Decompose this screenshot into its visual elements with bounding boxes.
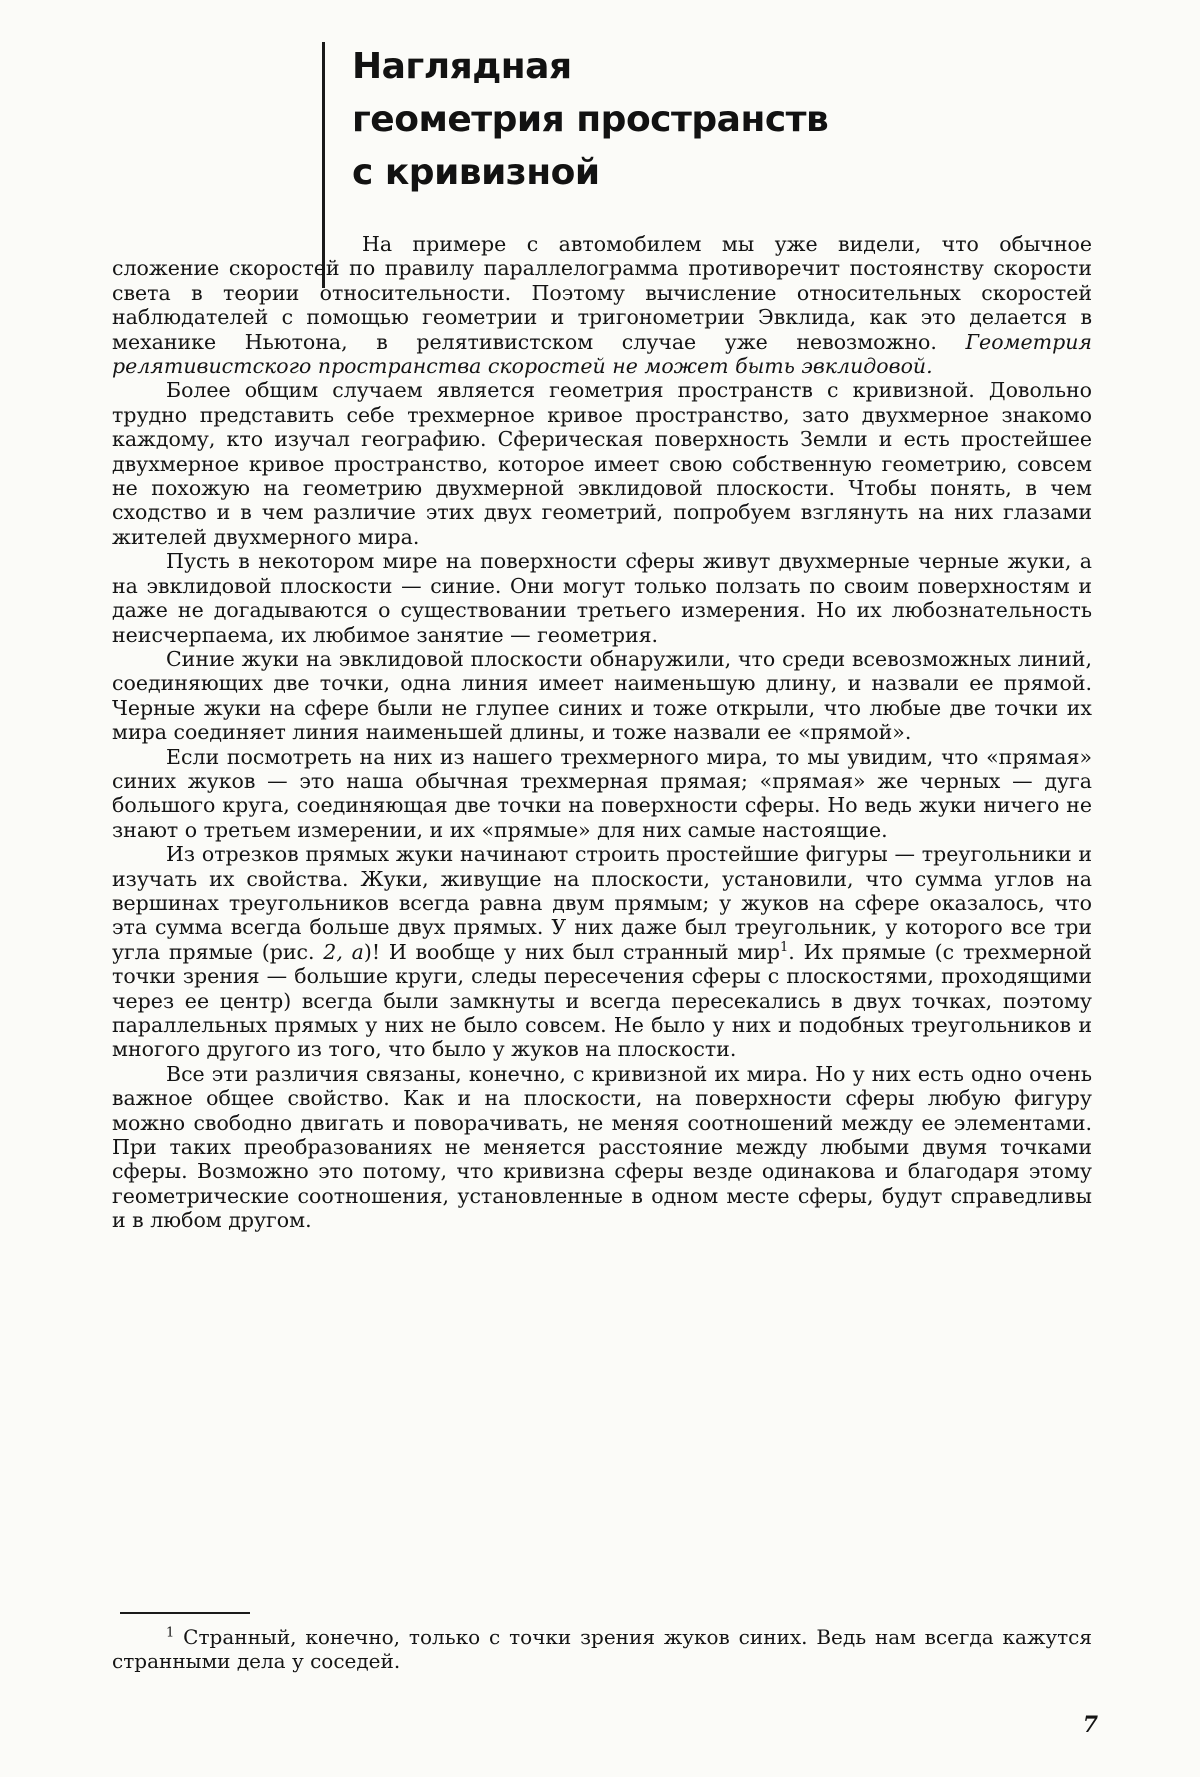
paragraph-6-text-after: . Их прямые (с трехмерной точки зрения — большие круги, следы пересечения сферы с плоскостями, проходящими через ее центр) всегда были замкнуты и всегда пересекались в двух точках, поэтому параллельных прямых у них не было совсем. Не было у них и подобных треугольников и многого другого из того, что было у жуков на плоскости. (112, 939, 1092, 1062)
footnote-text: Странный, конечно, только с точки зрения жуков синих. Ведь нам всегда кажутся странными дела у соседей. (112, 1625, 1093, 1673)
chapter-title (352, 40, 828, 199)
paragraph-1-emphasis: Геометрия релятивистского пространства скоростей не может быть эвклидовой. (112, 329, 1092, 379)
page-number: 7 (1082, 1712, 1098, 1738)
paragraph-1-text: На примере с автомобилем мы уже видели, что обычное сложение скоростей по правилу параллелограмма противоречит постоянству скорости света в теории относительности. Поэтому вычисление относительных скоростей наблюдателей с помощью геометрии и тригонометрии Эвклида, как это делается в механике Ньютона, в релятивистском случае уже невозможно. (112, 232, 1092, 354)
paragraph-1 (112, 232, 1092, 378)
chapter-title-line-2: геометрия пространств (352, 99, 829, 140)
paragraph-6-text-before: Из отрезков прямых жуки начинают строить простейшие фигуры — треугольники и изучать их свойства. Жуки, живущие на плоскости, установили, что сумма углов на вершинах треугольников всегда равна двум прямым; у жуков на сфере оказалось, что эта сумма всегда больше двух прямых. У них даже был треугольник, у которого все три угла прямые (рис. (112, 842, 1092, 964)
paragraph-6 (112, 842, 1092, 1062)
paragraph-3: Пусть в некотором мире на поверхности сферы живут двухмерные черные жуки, а на эвклидовой плоскости — синие. Они могут только ползать по своим поверхностям и даже не догадываются о существовании третьего измерения. Но их любознательность неисчерпаема, их любимое занятие — геометрия. (112, 549, 1092, 647)
chapter-title-line-1: Наглядная (352, 46, 572, 87)
footnote-mark: 1 (166, 1625, 175, 1641)
chapter-title-line-3: с кривизной (352, 152, 600, 193)
paragraph-5: Если посмотреть на них из нашего трехмерного мира, то мы увидим, что «прямая» синих жуков — это наша обычная трехмерная прямая; «прямая» же черных — дуга большого круга, соединяющая две точки на поверхности сферы. Но ведь жуки ничего не знают о третьем измерении, и их «прямые» для них самые настоящие. (112, 744, 1092, 842)
paragraph-4: Синие жуки на эвклидовой плоскости обнаружили, что среди всевозможных линий, соединяющих две точки, одна линия имеет наименьшую длину, и назвали ее прямой. Черные жуки на сфере были не глупее синих и тоже открыли, что любые две точки их мира соединяет линия наименьшей длины, и тоже назвали ее «прямой». (112, 646, 1092, 745)
footnote (112, 1625, 1092, 1673)
figure-reference: 2, а (323, 939, 364, 964)
body-text (112, 232, 1092, 1233)
footnote-separator (120, 1612, 250, 1614)
paragraph-2: Более общим случаем является геометрия пространств с кривизной. Довольно трудно представить себе трехмерное кривое пространство, зато двухмерное знакомо каждому, кто изучал географию. Сферическая поверхность Земли и есть простейшее двухмерное кривое пространство, которое имеет свою собственную геометрию, совсем не похожую на геометрию двухмерной эвклидовой плоскости. Чтобы понять, в чем сходство и в чем различие этих двух геометрий, попробуем взглянуть на них глазами жителей двухмерного мира. (112, 378, 1092, 549)
paragraph-7: Все эти различия связаны, конечно, с кривизной их мира. Но у них есть одно очень важное общее свойство. Как и на плоскости, на поверхности сферы любую фигуру можно свободно двигать и поворачивать, не меняя соотношений между ее элементами. При таких преобразованиях не меняется расстояние между любыми двумя точками сферы. Возможно это потому, что кривизна сферы везде одинакова и благодаря этому геометрические соотношения, установленные в одном месте сферы, будут справедливы и в любом другом. (112, 1061, 1092, 1233)
paragraph-6-text-middle: )! И вообще у них был странный мир (363, 939, 780, 964)
footnote-reference: 1 (780, 939, 789, 955)
